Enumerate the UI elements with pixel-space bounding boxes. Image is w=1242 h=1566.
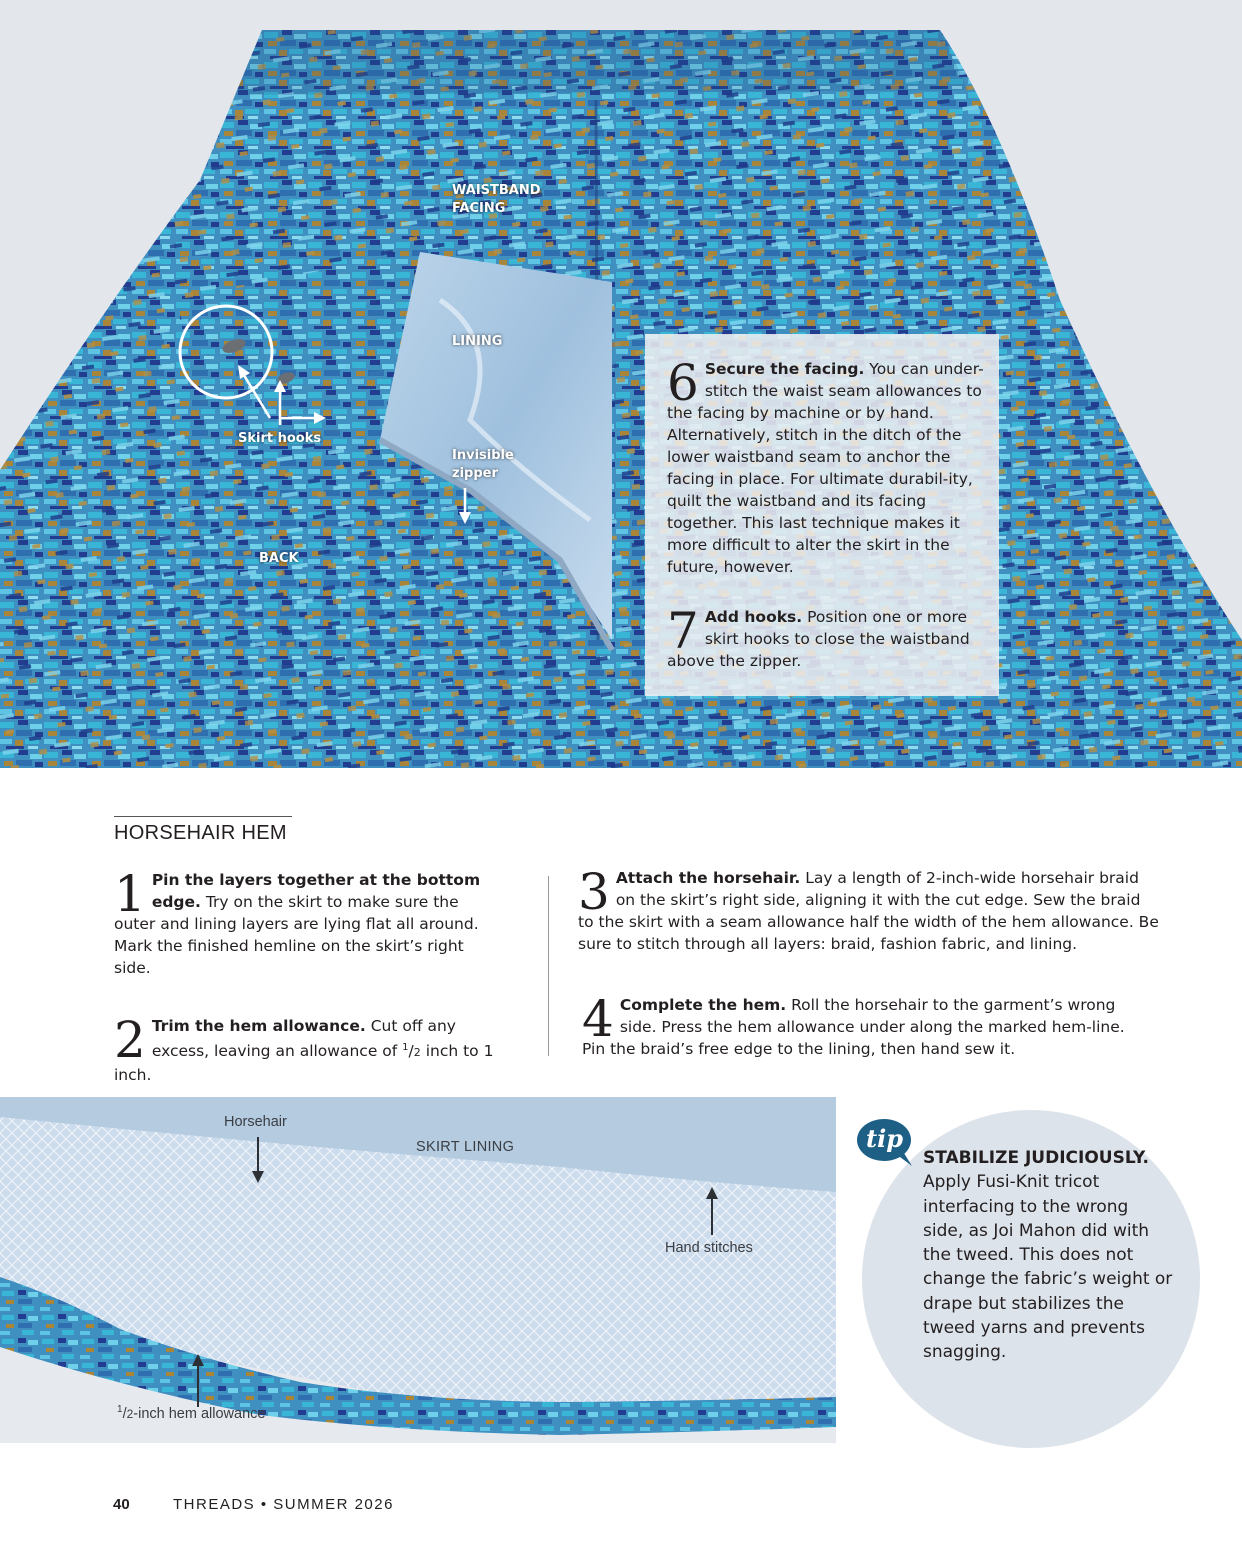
step-4 [582,990,1130,1060]
label-waistband-facing [452,182,541,218]
label-invisible-zipper [452,447,514,483]
tip-text [923,1146,1173,1365]
label-waistband-facing-line2: FACING [452,201,506,216]
label-hand-stitches: Hand stitches [665,1240,753,1256]
step-1-title: Pin the layers together at the bottom edge. [151,871,481,911]
tip-badge [856,1118,918,1170]
label-back: BACK [259,551,299,566]
step-2-body-before: Cut off any excess, leaving an allowance of [151,1017,456,1061]
tip-badge-label: tip [866,1124,903,1153]
step-6 [667,354,985,578]
step-1 [114,865,492,979]
section-title: HORSEHAIR HEM [114,822,287,844]
step-2-title: Trim the hem allowance. [151,1017,366,1035]
section-rule [114,816,292,817]
label-skirt-hooks: Skirt hooks [238,431,322,446]
step-6-number: 6 [667,354,699,412]
step-7-number: 7 [667,602,699,660]
step-3 [578,863,1160,955]
bottom-photo [0,1097,836,1443]
label-horsehair: Horsehair [224,1114,287,1130]
step-4-number: 4 [582,990,614,1048]
tip-body: Apply Fusi-Knit tricot interfacing to the wrong side, as Joi Mahon did with the tweed. This does not change the fabric’s weight or drape but stabilizes the tweed yarns and prevents snagging. [923,1172,1173,1363]
step-1-body: Try on the skirt to make sure the outer and lining layers are lying flat all around. Mark the finished hemline on the skirt’s right side. [114,893,479,977]
step-2-fraction-num: 1 [402,1042,409,1053]
step-2: 2 Trim the hem allowance. Cut off any excess, leaving an allowance of $^1$/2 inch to 1 inch. [114,1011,494,1085]
step-2-number: 2 [114,1011,146,1069]
top-photo [0,0,1242,768]
column-divider [548,876,549,1056]
step-7 [667,602,985,672]
label-invisible-zipper-line2: zipper [452,466,498,481]
label-invisible-zipper-line1: Invisible [452,448,514,463]
step-2-body-after: inch to 1 inch. [114,1042,494,1085]
tweed-skirt-waistband-illustration [0,0,1242,768]
label-skirt-lining: SKIRT LINING [416,1139,515,1155]
step-3-body: Lay a length of 2-inch-wide horsehair braid on the skirt’s right side, aligning it with the cut edge. Sew the braid to the skirt with a seam allowance half the width of the hem allowance. Be sure to stitch through all layers: braid, fashion fabric, and lining. [578,869,1159,953]
hem-allowance-text: -inch hem allowance [133,1405,266,1422]
steps-6-7-box [645,334,999,696]
hem-allowance-fraction-den: 2 [126,1406,134,1421]
step-7-title: Add hooks. [704,608,803,626]
publication-line: THREADS • SUMMER 2026 [173,1496,394,1513]
step-4-body: Roll the horsehair to the garment’s wrong side. Press the hem allowance under along the marked hem-line. Pin the braid’s free edge to the lining, then hand sew it. [582,996,1125,1058]
step-4-title: Complete the hem. [619,996,787,1014]
label-lining: LINING [452,334,503,349]
page-number: 40 [113,1496,130,1513]
label-hem-allowance: $^1$/2-inch hem allowance [117,1404,266,1422]
step-1-number: 1 [114,865,146,923]
tip-heading: STABILIZE JUDICIOUSLY. [923,1148,1149,1168]
hem-allowance-fraction-num: 1 [117,1404,123,1415]
step-7-body: Position one or more skirt hooks to close the waistband above the zipper. [667,608,970,670]
step-2-fraction-den: 2 [413,1046,421,1060]
step-3-title: Attach the horsehair. [615,869,801,887]
step-6-body: You can under-stitch the waist seam allowances to the facing by machine or by hand. Alternatively, stitch in the ditch of the lower waistband seam to anchor the facing in place. For ultimate durabil-ity, quilt the waistband and its facing together. This last technique makes it more difficult to alter the skirt in the future, however. [667,360,984,576]
label-waistband-facing-line1: WAISTBAND [452,183,541,198]
step-6-title: Secure the facing. [704,360,865,378]
step-3-number: 3 [578,863,610,921]
